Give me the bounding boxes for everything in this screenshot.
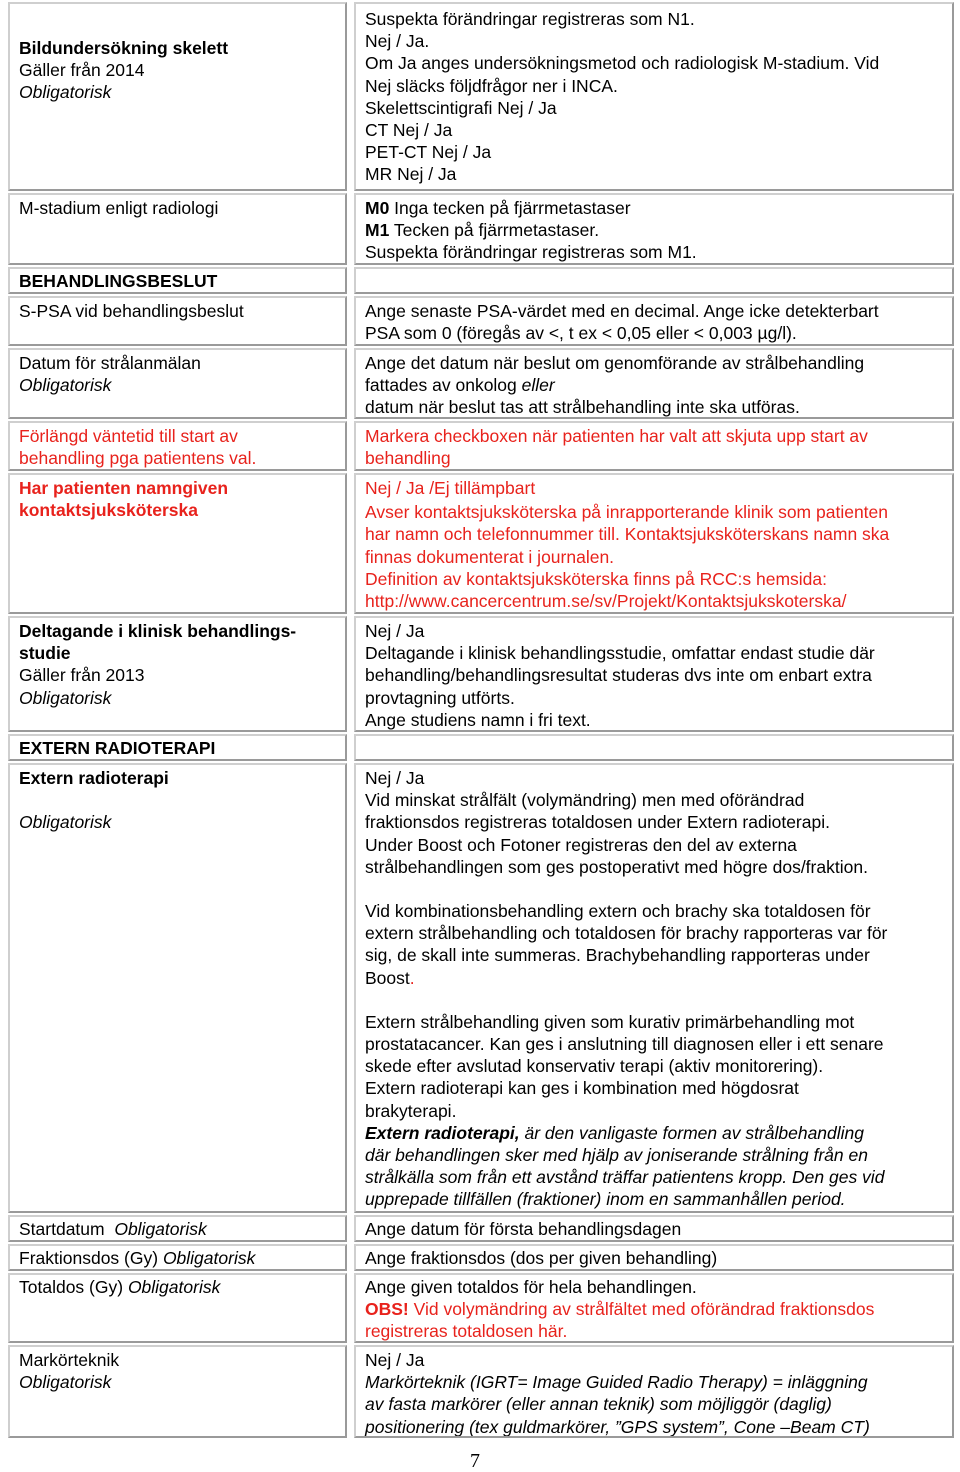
row-spsa-desc	[354, 296, 954, 346]
mandatory-label: Obligatorisk	[19, 812, 112, 833]
row-mark-label	[8, 1345, 347, 1438]
paragraph-brachy	[365, 900, 943, 989]
desc-line: skede efter avslutad konservativ terapi (aktiv monitorering).	[365, 1056, 824, 1077]
desc-line: behandling/behandlingsresultat studeras dvs inte om enbart extra	[365, 665, 872, 686]
m0-code: M0	[365, 198, 390, 218]
desc-line: strålkälla som från ett avstånd träffar patientens kropp. Den ges vid	[365, 1167, 885, 1188]
mandatory-label: Obligatorisk	[114, 1219, 207, 1239]
row-start-label	[8, 1215, 347, 1242]
desc-line: Extern strålbehandling given som kurativ primärbehandling mot	[365, 1011, 855, 1032]
valid-from: Gäller från 2014	[19, 60, 145, 81]
desc-line: Ange datum för första behandlingsdagen	[365, 1219, 682, 1239]
m0-line	[365, 197, 943, 219]
row-forlangd-label	[8, 421, 347, 471]
desc-line: PET-CT Nej / Ja	[365, 142, 492, 163]
desc-line	[365, 1298, 943, 1320]
row-datum-label	[8, 348, 347, 419]
desc-line: Nej / Ja.	[365, 31, 430, 52]
desc-line	[365, 374, 943, 396]
desc-line: prostatacancer. Kan ges i anslutning till diagnosen eller i ett senare	[365, 1034, 884, 1055]
desc-line: Ange det datum när beslut om genomförande av strålbehandling	[365, 353, 865, 373]
desc-line: har namn och telefonnummer till. Kontaktsjuksköterskans namn ska	[365, 524, 890, 545]
field-title: Har patienten namngiven	[19, 478, 229, 498]
m0-text: Inga tecken på fjärrmetastaser	[389, 198, 631, 218]
desc-line: strålbehandlingen som ges postoperativt med högre dos/fraktion.	[365, 856, 868, 877]
desc-line: Ange studiens namn i fri text.	[365, 709, 591, 730]
answer-options: Nej / Ja	[365, 621, 425, 641]
definition-term: Extern radioterapi,	[365, 1122, 520, 1143]
row-spsa-label	[8, 296, 347, 346]
valid-from: Gäller från 2013	[19, 665, 145, 686]
row-total-desc	[354, 1273, 954, 1343]
answer-options: Nej / Ja	[365, 1350, 425, 1370]
row-kontakt-label	[8, 473, 347, 614]
desc-line: Ange fraktionsdos (dos per given behandling)	[365, 1248, 718, 1268]
mandatory-label: Obligatorisk	[19, 82, 112, 103]
desc-line	[365, 1122, 943, 1144]
field-title: Markörteknik	[19, 1350, 120, 1370]
section-heading-empty	[354, 734, 954, 761]
desc-line: CT Nej / Ja	[365, 120, 453, 141]
desc-line: finnas dokumenterat i journalen.	[365, 546, 615, 567]
obs-label: OBS!	[365, 1299, 409, 1320]
row-extern-label	[8, 763, 347, 1213]
desc-line: Vid kombinationsbehandling extern och brachy ska totaldosen för	[365, 901, 871, 922]
m1-text: Tecken på fjärrmetastaser.	[389, 220, 600, 241]
field-name: Totaldos (Gy)	[19, 1277, 128, 1297]
answer-options: Nej / Ja /Ej tillämpbart	[365, 478, 536, 498]
desc-line: positionering (tex guldmarkörer, ”GPS system”, Cone –Beam CT)	[365, 1416, 870, 1437]
desc-line: Deltagande i klinisk behandlingsstudie, omfattar endast studie där	[365, 643, 875, 664]
m1-code: M1	[365, 220, 390, 241]
row-studie-desc	[354, 616, 954, 732]
row-bild-label	[8, 2, 347, 191]
desc-line: där behandlingen sker med hjälp av joniserande strålning från en	[365, 1145, 868, 1166]
section-heading-cell	[8, 734, 347, 761]
desc-line: provtagning utförts.	[365, 687, 515, 708]
section-heading-cell	[8, 267, 347, 294]
field-title	[19, 1218, 336, 1240]
field-title: Extern radioterapi	[19, 768, 169, 788]
rcc-link[interactable]: http://www.cancercentrum.se/sv/Projekt/Kontaktsjukskoterska/	[365, 591, 847, 612]
desc-line: Under Boost och Fotoner registreras den del av externa	[365, 834, 797, 855]
desc-line: Skelettscintigrafi Nej / Ja	[365, 97, 557, 118]
row-start-desc	[354, 1215, 954, 1242]
row-datum-desc	[354, 348, 954, 419]
m1-note: Suspekta förändringar registreras som M1.	[365, 242, 697, 263]
section-heading: BEHANDLINGSBESLUT	[19, 271, 218, 291]
row-studie-label	[8, 616, 347, 732]
mandatory-label: Obligatorisk	[19, 687, 112, 708]
answer-options: Nej / Ja	[365, 768, 425, 788]
row-total-label	[8, 1273, 347, 1343]
desc-line	[365, 967, 943, 989]
section-heading-empty	[354, 267, 954, 294]
field-title-cont: behandling pga patientens val.	[19, 448, 257, 469]
mandatory-label: Obligatorisk	[127, 1277, 221, 1297]
desc-text: fattades av onkolog	[365, 375, 522, 396]
desc-line: PSA som 0 (föregås av <, t ex < 0,05 eller < 0,003 µg/l).	[365, 323, 797, 344]
desc-line: av fasta markörer (eller annan teknik) som möjliggör (daglig)	[365, 1394, 832, 1415]
desc-line: Suspekta förändringar registreras som N1.	[365, 9, 695, 29]
field-title: Förlängd väntetid till start av	[19, 426, 238, 446]
desc-emph: eller	[521, 375, 555, 396]
row-bild-desc	[354, 2, 954, 191]
field-title-cont: kontaktsjuksköterska	[19, 500, 198, 521]
field-title	[19, 1276, 336, 1298]
mandatory-label: Obligatorisk	[19, 375, 112, 396]
page-number: 7	[470, 1450, 480, 1472]
desc-text: Vid volymändring av strålfältet med oförändrad fraktionsdos	[408, 1299, 875, 1320]
desc-line: Extern radioterapi kan ges i kombination med högdosrat	[365, 1078, 799, 1099]
row-frak-label	[8, 1244, 347, 1271]
desc-line: Ange senaste PSA-värdet med en decimal. Ange icke detekterbart	[365, 301, 879, 321]
m1-line	[365, 219, 943, 241]
paragraph-definition	[365, 1122, 943, 1211]
desc-line: Avser kontaktsjuksköterska på inrapporterande klinik som patienten	[365, 502, 889, 523]
desc-line: behandling	[365, 448, 451, 469]
field-title-cont: studie	[19, 643, 71, 664]
desc-line: Vid minskat strålfält (volymändring) men med oförändrad	[365, 790, 805, 811]
desc-line: extern strålbehandling och totaldosen för brachy rapporteras var för	[365, 923, 888, 944]
row-kontakt-desc	[354, 473, 954, 614]
row-mstad-label	[8, 193, 347, 265]
desc-line: sig, de skall inte summeras. Brachybehandling rapporteras under	[365, 945, 870, 966]
desc-text: Boost	[365, 967, 410, 988]
mandatory-label: Obligatorisk	[162, 1248, 256, 1268]
desc-line: MR Nej / Ja	[365, 164, 457, 185]
row-mstad-desc	[354, 193, 954, 265]
row-frak-desc	[354, 1244, 954, 1271]
row-mark-desc	[354, 1345, 954, 1438]
desc-line: fraktionsdos registreras totaldosen under Extern radioterapi.	[365, 812, 830, 833]
desc-line: brakyterapi.	[365, 1100, 457, 1121]
row-extern-desc	[354, 763, 954, 1213]
desc-line: datum när beslut tas att strålbehandling inte ska utföras.	[365, 397, 800, 418]
desc-line: upprepade tillfällen (fraktioner) inom en sammanhållen period.	[365, 1189, 846, 1210]
desc-line: Om Ja anges undersökningsmetod och radiologisk M-stadium. Vid	[365, 53, 880, 74]
field-title: M-stadium enligt radiologi	[19, 198, 219, 218]
field-name: Fraktionsdos (Gy)	[19, 1248, 163, 1268]
field-title: Datum för strålanmälan	[19, 353, 201, 373]
field-title	[19, 1247, 336, 1269]
paragraph-curative	[365, 1011, 943, 1122]
field-title: Bildundersökning skelett	[19, 38, 229, 58]
desc-line: Markörteknik (IGRT= Image Guided Radio Therapy) = inläggning	[365, 1372, 868, 1393]
mandatory-label: Obligatorisk	[19, 1372, 112, 1393]
desc-line: Definition av kontaktsjuksköterska finns på RCC:s hemsida:	[365, 568, 828, 589]
field-name: Startdatum	[19, 1219, 115, 1239]
desc-line: registreras totaldosen här.	[365, 1321, 568, 1342]
red-period: .	[409, 967, 415, 988]
field-title: Deltagande i klinisk behandlings-	[19, 621, 297, 641]
desc-line: Ange given totaldos för hela behandlingen.	[365, 1277, 697, 1297]
section-heading: EXTERN RADIOTERAPI	[19, 738, 216, 758]
desc-line: Markera checkboxen när patienten har valt att skjuta upp start av	[365, 426, 868, 446]
desc-line: Nej släcks följdfrågor ner i INCA.	[365, 75, 618, 96]
desc-text: är den vanligaste formen av strålbehandling	[519, 1122, 865, 1143]
field-title: S-PSA vid behandlingsbeslut	[19, 301, 244, 321]
row-forlangd-desc	[354, 421, 954, 471]
